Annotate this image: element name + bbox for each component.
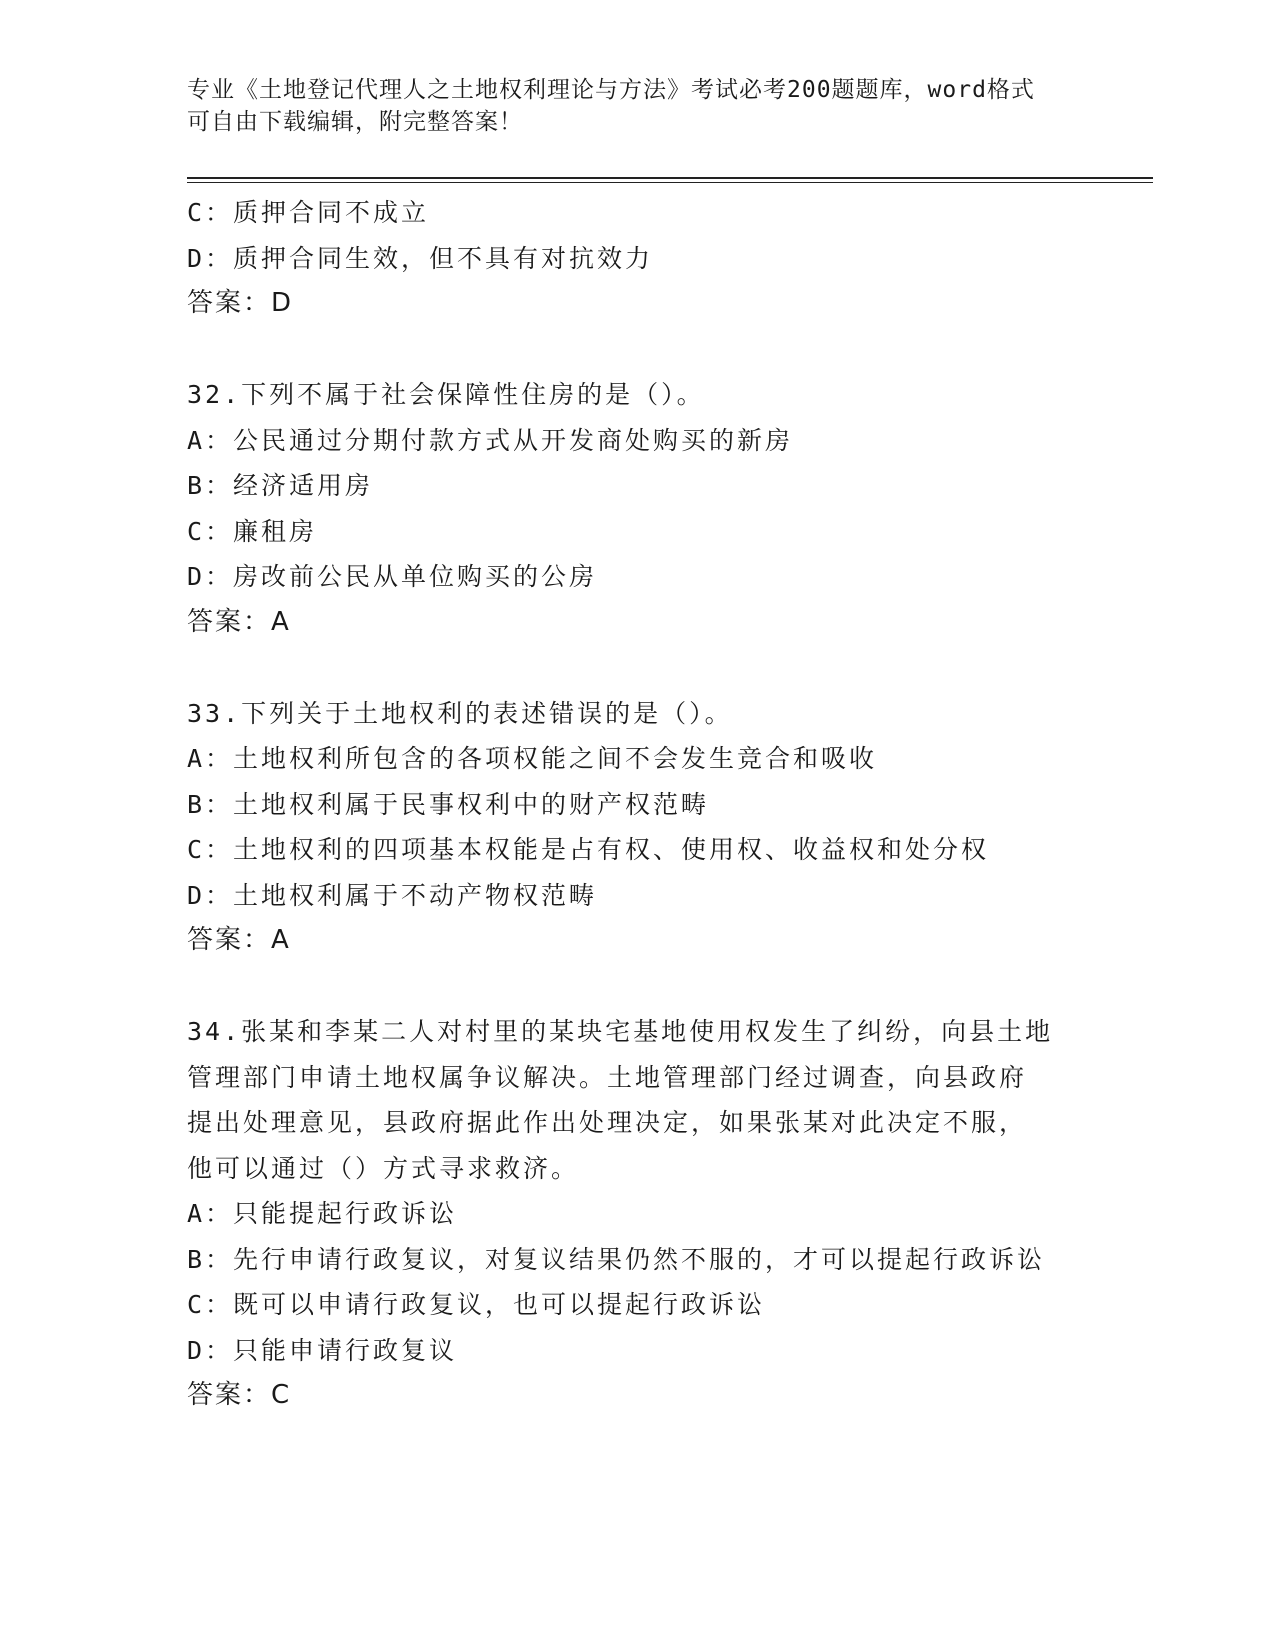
q34-option-b: B：先行申请行政复议，对复议结果仍然不服的，才可以提起行政诉讼 (187, 1244, 1046, 1274)
question-32 (187, 372, 1097, 645)
q34-question-line-1: 34.张某和李某二人对村里的某块宅基地使用权发生了纠纷，向县土地 (187, 1017, 1054, 1046)
header-line-1: 专业《土地登记代理人之土地权利理论与方法》考试必考200题题库，word格式 (187, 77, 1035, 103)
header-divider-thin (187, 182, 1153, 183)
q33-option-d: D：土地权利属于不动产物权范畴 (187, 880, 598, 910)
document-header (187, 74, 1087, 138)
q34-question-line-4: 他可以通过（）方式寻求救济。 (187, 1153, 580, 1183)
q33-option-a: A：土地权利所包含的各项权能之间不会发生竞合和吸收 (187, 744, 878, 773)
q33-question: 33.下列关于土地权利的表述错误的是（）。 (187, 698, 733, 728)
question-31-tail (187, 190, 1097, 327)
spacer (187, 327, 1097, 373)
q34-question-line-2: 管理部门申请土地权属争议解决。土地管理部门经过调查，向县政府 (187, 1062, 1028, 1092)
q32-option-b: B：经济适用房 (187, 471, 374, 500)
q31-option-d: D：质押合同生效，但不具有对抗效力 (187, 243, 654, 273)
q34-answer: 答案：C (187, 1380, 292, 1410)
q34-option-c: C：既可以申请行政复议，也可以提起行政诉讼 (187, 1290, 766, 1319)
q32-answer: 答案：A (187, 606, 291, 637)
q33-option-c: C：土地权利的四项基本权能是占有权、使用权、收益权和处分权 (187, 835, 990, 864)
document-body (187, 190, 1097, 1419)
q33-answer: 答案：A (187, 925, 291, 955)
q32-option-d: D：房改前公民从单位购买的公房 (187, 562, 598, 591)
q32-option-c: C：廉租房 (187, 516, 318, 546)
q34-option-d: D：只能申请行政复议 (187, 1335, 458, 1365)
q31-answer: 答案：D (187, 288, 294, 318)
question-33 (187, 691, 1097, 964)
header-divider-thick (187, 177, 1153, 179)
spacer (187, 964, 1097, 1010)
q32-question: 32.下列不属于社会保障性住房的是（）。 (187, 380, 705, 409)
spacer (187, 645, 1097, 691)
q34-option-a: A：只能提起行政诉讼 (187, 1199, 458, 1228)
question-34 (187, 1009, 1097, 1419)
header-line-2: 可自由下载编辑，附完整答案！ (187, 109, 523, 135)
q34-question-line-3: 提出处理意见，县政府据此作出处理决定，如果张某对此决定不服， (187, 1108, 1028, 1137)
q33-option-b: B：土地权利属于民事权利中的财产权范畴 (187, 789, 710, 819)
q31-option-c: C：质押合同不成立 (187, 198, 430, 227)
q32-option-a: A：公民通过分期付款方式从开发商处购买的新房 (187, 425, 794, 455)
